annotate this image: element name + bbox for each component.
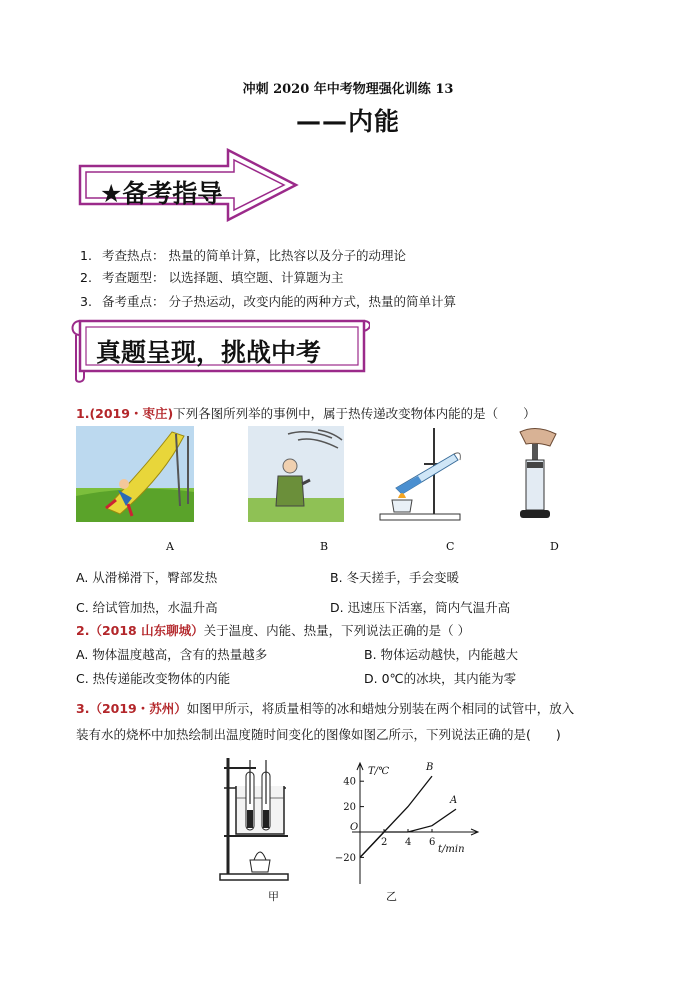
option-d: D. 迅速压下活塞，筒内气温升高	[330, 600, 511, 615]
question-source: （2018 山东聊城）	[89, 623, 204, 638]
guide-item-number: 2.	[80, 270, 92, 285]
x-tick-label: 4	[405, 837, 412, 848]
question-source: (2019・枣庄)	[89, 406, 174, 421]
y-tick-label: 20	[343, 802, 356, 814]
x-tick-label: 6	[429, 837, 436, 848]
question-number: 2.	[76, 623, 90, 638]
piston-compression-illustration	[506, 424, 566, 522]
option-d: D. 0℃的冰块，其内能为零	[364, 671, 517, 686]
guide-item-text: 考查题型： 以选择题、填空题、计算题为主	[102, 270, 344, 285]
guide-item	[80, 292, 456, 310]
x-tick-label: 2	[381, 837, 388, 848]
question-2-stem	[76, 621, 470, 639]
chart-axes	[352, 763, 478, 884]
figure-label-yi: 乙	[386, 890, 397, 903]
question-text: 如图甲所示，将质量相等的冰和蜡烛分别装在两个相同的试管中，放入	[186, 701, 575, 716]
y-tick-label: −20	[334, 852, 356, 864]
series-label-A: A	[450, 795, 458, 807]
question-3-stem	[76, 699, 574, 717]
y-axis-label: T/℃	[368, 766, 390, 777]
question-source: （2019・苏州）	[89, 701, 187, 716]
option-a: A. 物体温度越高，含有的热量越多	[76, 647, 268, 662]
image-label-b: B	[320, 540, 329, 553]
question-number: 1.	[76, 406, 90, 421]
guide-item	[80, 246, 406, 264]
option-c: C. 给试管加热，水温升高	[76, 600, 218, 615]
document-subtitle: 冲刺 2020 年中考物理强化训练 13	[242, 82, 454, 97]
x-axis-label: t/min	[438, 844, 465, 855]
question-text: 下列各图所列举的事例中，属于热传递改变物体内能的是（ ）	[173, 406, 536, 421]
rubbing-hands-illustration	[248, 426, 344, 522]
temperature-time-chart	[330, 760, 480, 886]
guide-item-text: 备考重点： 分子热运动，改变内能的两种方式，热量的简单计算	[102, 294, 456, 309]
image-label-c: C	[446, 540, 455, 553]
y-tick-label: 40	[343, 776, 356, 788]
option-b: B. 冬天搓手，手会变暖	[330, 570, 460, 585]
guide-item	[80, 268, 343, 286]
origin-label: O	[350, 822, 359, 833]
guide-item-number: 1.	[80, 248, 92, 263]
real-exam-banner-title: 真题呈现，挑战中考	[96, 338, 322, 367]
image-label-a: A	[166, 540, 174, 553]
option-a: A. 从滑梯滑下，臀部发热	[76, 570, 218, 585]
guide-banner-title: ★备考指导	[100, 179, 223, 208]
guide-item-number: 3.	[80, 294, 92, 309]
guide-item-text: 考查热点： 热量的简单计算，比热容以及分子的动理论	[102, 248, 406, 263]
water-bath-apparatus-illustration	[216, 754, 296, 884]
question-1-stem	[76, 404, 536, 422]
question-text: 关于温度、内能、热量，下列说法正确的是（ ）	[203, 623, 471, 638]
document-title: ——内能	[295, 107, 400, 136]
series-label-B: B	[426, 762, 434, 774]
question-number: 3.	[76, 701, 90, 716]
slide-illustration	[76, 426, 194, 522]
heating-test-tube-illustration	[376, 424, 468, 522]
figure-label-jia: 甲	[268, 890, 279, 903]
option-c: C. 热传递能改变物体的内能	[76, 671, 231, 686]
option-b: B. 物体运动越快，内能越大	[364, 647, 519, 662]
image-label-d: D	[550, 540, 559, 553]
question-3-stem-continued: 装有水的烧杯中加热绘制出温度随时间变化的图像如图乙所示，下列说法正确的是( )	[76, 727, 561, 742]
